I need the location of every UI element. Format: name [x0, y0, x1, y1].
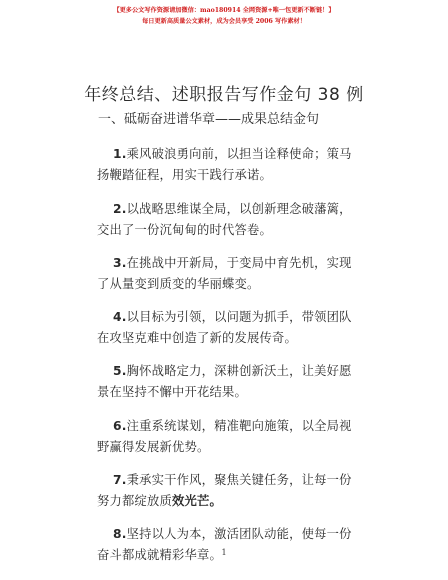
list-item [97, 199, 357, 241]
banner-line-1: 【更多公文写作资源请加微信：mao180914 全网资源+唯一包更新不断链！】 [113, 7, 335, 14]
item-text: 坚持以人为本，激活团队动能，使每一份奋斗都成就精彩华章。 [97, 527, 352, 563]
item-number: 6. [113, 418, 127, 433]
item-number: 5. [113, 364, 127, 379]
item-number: 2. [113, 201, 127, 216]
item-number: 7. [113, 473, 127, 488]
item-text-bold: 效光芒。 [171, 494, 222, 509]
item-number: 3. [113, 255, 127, 270]
item-number: 8. [113, 527, 127, 542]
list-item [97, 307, 357, 349]
list-item [97, 361, 357, 403]
promo-banner [0, 5, 448, 27]
item-text: 乘风破浪勇向前，以担当诠释使命；策马扬鞭踏征程，用实干践行承诺。 [97, 147, 352, 183]
list-item [97, 416, 357, 458]
item-text: 注重系统谋划，精准靶向施策，以全局视野赢得发展新优势。 [97, 418, 352, 454]
banner-line-2: 每日更新高质量公文素材，成为会员享受 2006 写作素材！ [142, 18, 306, 25]
item-text: 在挑战中开新局，于变局中育先机，实现了从量变到质变的华丽蝶变。 [97, 255, 352, 291]
section-heading: 一、砥砺奋进谱华章——成果总结金句 [98, 112, 320, 127]
item-text: 以目标为引领，以问题为抓手，带领团队在攻坚克难中创造了新的发展传奇。 [97, 310, 352, 346]
list-item [97, 524, 357, 566]
document-title: 年终总结、述职报告写作金句 38 例 [84, 85, 364, 105]
item-text: 秉承实干作风，聚焦关键任务，让每一份努力都绽放质 [97, 473, 352, 509]
item-number: 1. [113, 147, 127, 162]
item-text: 胸怀战略定力，深耕创新沃土，让美好愿景在坚持不懈中开花结果。 [97, 364, 352, 400]
list-item [97, 144, 357, 186]
quote-list [97, 132, 357, 576]
list-item [97, 470, 357, 512]
item-number: 4. [113, 310, 127, 325]
list-item [97, 253, 357, 295]
item-text: 以战略思维谋全局，以创新理念破藩篱，交出了一份沉甸甸的时代答卷。 [97, 201, 352, 237]
page-number: 1 [221, 548, 227, 557]
